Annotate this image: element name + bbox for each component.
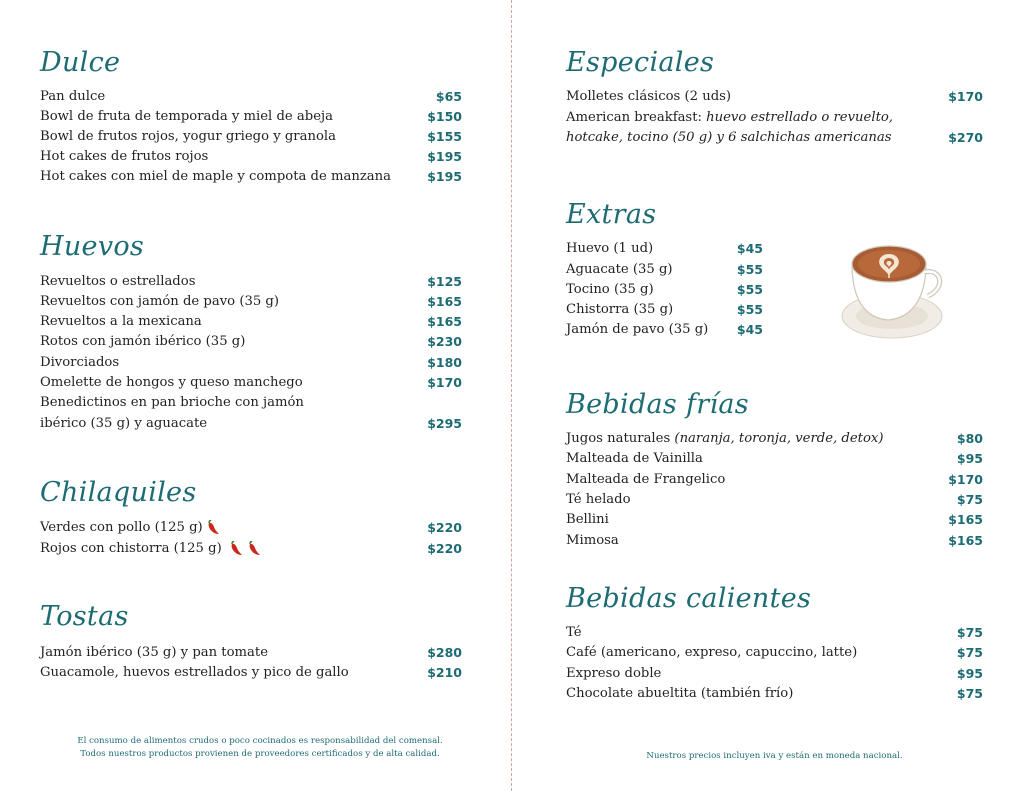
item-name: Divorciados: [40, 355, 120, 370]
item-name: Rotos con jamón ibérico (35 g): [40, 334, 246, 349]
item-price: $220: [427, 520, 462, 535]
item-name: American breakfast:: [566, 110, 707, 125]
section-title: Especiales: [566, 47, 715, 78]
footer-price-note: Nuestros precios incluyen iva y están en moneda nacional.: [646, 751, 903, 761]
item-price: $75: [956, 492, 983, 507]
menu-item: [566, 429, 983, 449]
menu-item: [40, 167, 462, 187]
menu-item: [566, 531, 983, 551]
menu-item: [40, 87, 462, 107]
item-name: Jamón ibérico (35 g) y pan tomate: [40, 645, 269, 660]
latte-cup-icon: [838, 236, 950, 348]
item-name: Jugos naturales: [566, 431, 675, 446]
menu-item: [40, 663, 462, 683]
footer-line: El consumo de alimentos crudos o poco cocinados es responsabilidad del comensal.: [77, 736, 443, 746]
item-price: $95: [956, 666, 983, 681]
item-name: Revueltos con jamón de pavo (35 g): [40, 294, 280, 309]
item-name: Chistorra (35 g): [566, 302, 674, 317]
menu-item: [40, 373, 462, 393]
menu-item: [40, 272, 462, 292]
item-name: Jamón de pavo (35 g): [566, 322, 709, 337]
item-name-line2: ibérico (35 g) y aguacate: [40, 416, 208, 431]
item-price: $75: [956, 686, 983, 701]
chili-pepper-icon: [228, 541, 244, 557]
section-title: Bebidas frías: [566, 389, 749, 420]
item-name: Malteada de Frangelico: [566, 472, 726, 487]
item-price: $210: [427, 665, 462, 680]
menu-item: [566, 300, 763, 320]
item-name: Bowl de frutos rojos, yogur griego y granola: [40, 129, 336, 144]
item-price: $55: [736, 302, 763, 317]
item-name: Hot cakes de frutos rojos: [40, 149, 209, 164]
item-price: $180: [427, 355, 462, 370]
menu-item: [40, 107, 462, 127]
item-price: $280: [427, 645, 462, 660]
menu-item: [40, 353, 462, 373]
item-name: Pan dulce: [40, 89, 106, 104]
item-price: $230: [427, 334, 462, 349]
footer-line: Todos nuestros productos provienen de proveedores certificados y de alta calidad.: [80, 749, 440, 759]
section-title: Chilaquiles: [40, 477, 197, 508]
menu-item: [566, 470, 983, 490]
menu-item: [566, 108, 983, 128]
item-name: Molletes clásicos (2 uds): [566, 89, 732, 104]
item-price: $295: [427, 416, 462, 431]
item-name: Aguacate (35 g): [566, 262, 673, 277]
menu-item: [40, 147, 462, 167]
menu-item: [566, 490, 983, 510]
menu-item: [566, 320, 763, 340]
menu-item: [566, 280, 763, 300]
menu-item: [40, 332, 462, 352]
footer-disclaimer: [40, 735, 480, 761]
item-price: $165: [948, 512, 983, 527]
section-extras: [566, 200, 763, 342]
item-name: Mimosa: [566, 533, 619, 548]
menu-item: [566, 260, 763, 280]
item-name: Guacamole, huevos estrellados y pico de gallo: [40, 665, 349, 680]
item-price: $170: [948, 472, 983, 487]
item-price: $45: [736, 322, 763, 337]
section-bebidas-frias: [566, 390, 983, 554]
item-name: Bowl de fruta de temporada y miel de abeja: [40, 109, 333, 124]
item-price: $165: [427, 294, 462, 309]
item-name: Té helado: [566, 492, 631, 507]
item-name: Té: [566, 625, 582, 640]
menu-item: [566, 449, 983, 469]
item-price: $270: [948, 130, 983, 145]
section-dulce: [40, 48, 462, 190]
item-name: Hot cakes con miel de maple y compota de manzana: [40, 169, 392, 184]
section-title: Bebidas calientes: [566, 583, 812, 614]
item-price: $125: [427, 274, 462, 289]
item-name: Malteada de Vainilla: [566, 451, 703, 466]
item-price: $165: [427, 314, 462, 329]
item-description: (naranja, toronja, verde, detox): [674, 431, 884, 446]
item-name: Omelette de hongos y queso manchego: [40, 375, 303, 390]
item-price: $45: [736, 241, 763, 256]
item-price: $195: [427, 149, 462, 164]
menu-item: [566, 643, 983, 663]
menu-item: [40, 518, 462, 538]
menu-item: [40, 643, 462, 663]
section-title: Tostas: [40, 601, 129, 632]
section-especiales: [566, 48, 983, 150]
item-price: $55: [736, 282, 763, 297]
section-title: Dulce: [40, 47, 121, 78]
item-name: Expreso doble: [566, 666, 662, 681]
menu-item: [40, 292, 462, 312]
item-price: $75: [956, 625, 983, 640]
item-price: $65: [435, 89, 462, 104]
item-name: Tocino (35 g): [566, 282, 654, 297]
item-price: $170: [427, 375, 462, 390]
menu-item: [40, 393, 462, 413]
chili-pepper-icon: [246, 541, 262, 557]
item-name: Bellini: [566, 512, 609, 527]
section-title: Extras: [566, 199, 657, 230]
item-price: $165: [948, 533, 983, 548]
item-description: huevo estrellado o revuelto,: [706, 110, 894, 125]
section-title: Huevos: [40, 231, 145, 262]
menu-item: [40, 312, 462, 332]
page-divider: [511, 0, 512, 791]
section-chilaquiles: [40, 478, 462, 560]
menu-item: [40, 539, 462, 559]
item-price: $55: [736, 262, 763, 277]
item-price: $75: [956, 645, 983, 660]
item-name: Revueltos o estrellados: [40, 274, 196, 289]
item-price: $150: [427, 109, 462, 124]
section-huevos: [40, 232, 462, 437]
menu-item: [566, 239, 763, 259]
item-price: $80: [956, 431, 983, 446]
item-name-line1: Benedictinos en pan brioche con jamón: [40, 395, 304, 410]
item-name: Café (americano, expreso, capuccino, latte): [566, 645, 858, 660]
item-name: Verdes con pollo (125 g): [40, 520, 203, 535]
item-name: Chocolate abueltita (también frío): [566, 686, 794, 701]
section-bebidas-calientes: [566, 584, 983, 706]
menu-item: [566, 623, 983, 643]
menu-item: [566, 510, 983, 530]
menu-item: [566, 128, 983, 148]
menu-item: [566, 87, 983, 107]
item-price: $170: [948, 89, 983, 104]
item-name: Revueltos a la mexicana: [40, 314, 202, 329]
item-price: $195: [427, 169, 462, 184]
menu-item: [566, 684, 983, 704]
item-price: $155: [427, 129, 462, 144]
item-price: $220: [427, 541, 462, 556]
section-tostas: [40, 602, 462, 684]
item-description: hotcake, tocino (50 g) y 6 salchichas americanas: [566, 130, 892, 145]
chili-pepper-icon: [205, 520, 221, 536]
menu-item: [566, 664, 983, 684]
item-name: Huevo (1 ud): [566, 241, 654, 256]
menu-item: [40, 414, 462, 434]
item-price: $95: [956, 451, 983, 466]
menu-item: [40, 127, 462, 147]
item-name: Rojos con chistorra (125 g): [40, 541, 222, 556]
